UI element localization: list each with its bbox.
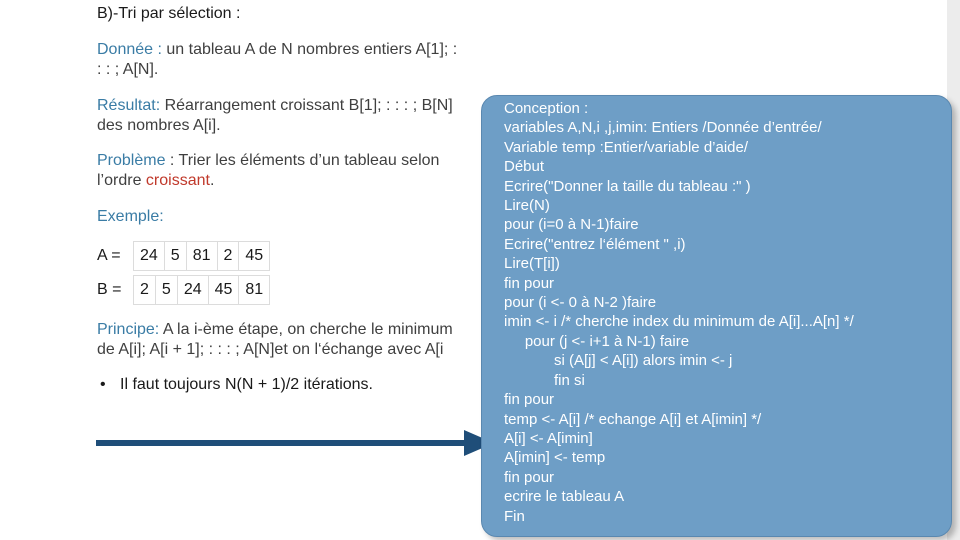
row-a-cell: 81 xyxy=(186,242,217,271)
resultat-text-1: Réarrangement croissant B[1]; : : : ; B[N] xyxy=(160,97,453,114)
probleme-highlight: croissant xyxy=(145,172,210,189)
row-a-label: A = xyxy=(97,247,121,264)
donnee-paragraph xyxy=(97,40,457,80)
bullet-item xyxy=(100,376,373,394)
exemple-label: Exemple: xyxy=(97,208,164,225)
code-line: A[imin] <- temp xyxy=(504,449,606,467)
arrow-shaft xyxy=(96,440,466,446)
code-line: temp <- A[i] /* echange A[i] et A[imin] */ xyxy=(504,410,762,428)
row-b-cell: 24 xyxy=(177,276,208,305)
code-line: Conception : xyxy=(504,100,589,117)
code-line: ecrire le tableau A xyxy=(504,488,625,506)
row-b-cell: 81 xyxy=(239,276,270,305)
row-b-cell: 2 xyxy=(134,276,156,305)
algorithm-code xyxy=(504,99,854,526)
row-b-cell: 5 xyxy=(155,276,177,305)
probleme-text-1: : Trier les éléments d’un tableau selon xyxy=(165,152,440,169)
code-line: Variable temp :Entier/variable d’aide/ xyxy=(504,138,749,156)
code-line: fin si xyxy=(504,371,585,389)
principe-paragraph xyxy=(97,320,482,360)
row-a-cell: 5 xyxy=(164,242,186,271)
row-a-cell: 24 xyxy=(134,242,165,271)
code-line: variables A,N,i ,j,imin: Entiers /Donnée d’entrée/ xyxy=(504,119,822,137)
code-line: Lire(T[i]) xyxy=(504,255,560,273)
resultat-text-2: des nombres A[i]. xyxy=(97,117,221,134)
code-line: fin pour xyxy=(504,274,555,292)
code-line: Ecrire("entrez l‘élément " ,i) xyxy=(504,235,686,253)
code-line: Début xyxy=(504,158,545,176)
row-a-table xyxy=(133,241,270,271)
probleme-label: Problème xyxy=(97,152,166,169)
donnee-label: Donnée : xyxy=(97,41,162,58)
principe-text-2: de A[i]; A[i + 1]; : : : ; A[N]et on l‘échange avec A[i xyxy=(97,341,444,358)
code-line: fin pour xyxy=(504,468,555,486)
row-b-table xyxy=(133,275,270,305)
code-line: imin <- i /* cherche index du minimum de A[i]...A[n] */ xyxy=(504,313,854,331)
code-line: pour (j <- i+1 à N-1) faire xyxy=(504,332,690,350)
row-b-cell: 45 xyxy=(208,276,239,305)
row-b-label: B = xyxy=(97,281,122,298)
probleme-text-end: . xyxy=(209,172,215,189)
row-a-cell: 2 xyxy=(217,242,239,271)
right-arrow-icon xyxy=(96,428,496,458)
donnee-text-2: : : ; A[N]. xyxy=(97,61,159,78)
code-line: Lire(N) xyxy=(504,197,550,215)
probleme-text-2: l’ordre xyxy=(97,172,146,189)
bullet-text: Il faut toujours N(N + 1)/2 itérations. xyxy=(120,376,373,393)
resultat-label: Résultat: xyxy=(97,97,161,114)
bullet-dot: • xyxy=(100,376,106,393)
resultat-paragraph xyxy=(97,96,453,136)
code-line: pour (i <- 0 à N-2 )faire xyxy=(504,294,657,312)
principe-text-1: A la i-ème étape, on cherche le minimum xyxy=(159,321,453,338)
section-title: B)-Tri par sélection : xyxy=(97,5,241,22)
donnee-text-1: un tableau A de N nombres entiers A[1]; : xyxy=(161,41,458,58)
code-line: si (A[j] < A[i]) alors imin <- j xyxy=(504,352,733,370)
code-line: A[i] <- A[imin] xyxy=(504,429,593,447)
principe-label: Principe: xyxy=(97,321,160,338)
code-line: fin pour xyxy=(504,391,555,409)
code-line: Ecrire("Donner la taille du tableau :" ) xyxy=(504,177,751,195)
code-line: Fin xyxy=(504,507,525,525)
row-a-cell: 45 xyxy=(239,242,270,271)
code-line: pour (i=0 à N-1)faire xyxy=(504,216,639,234)
probleme-paragraph xyxy=(97,151,439,191)
